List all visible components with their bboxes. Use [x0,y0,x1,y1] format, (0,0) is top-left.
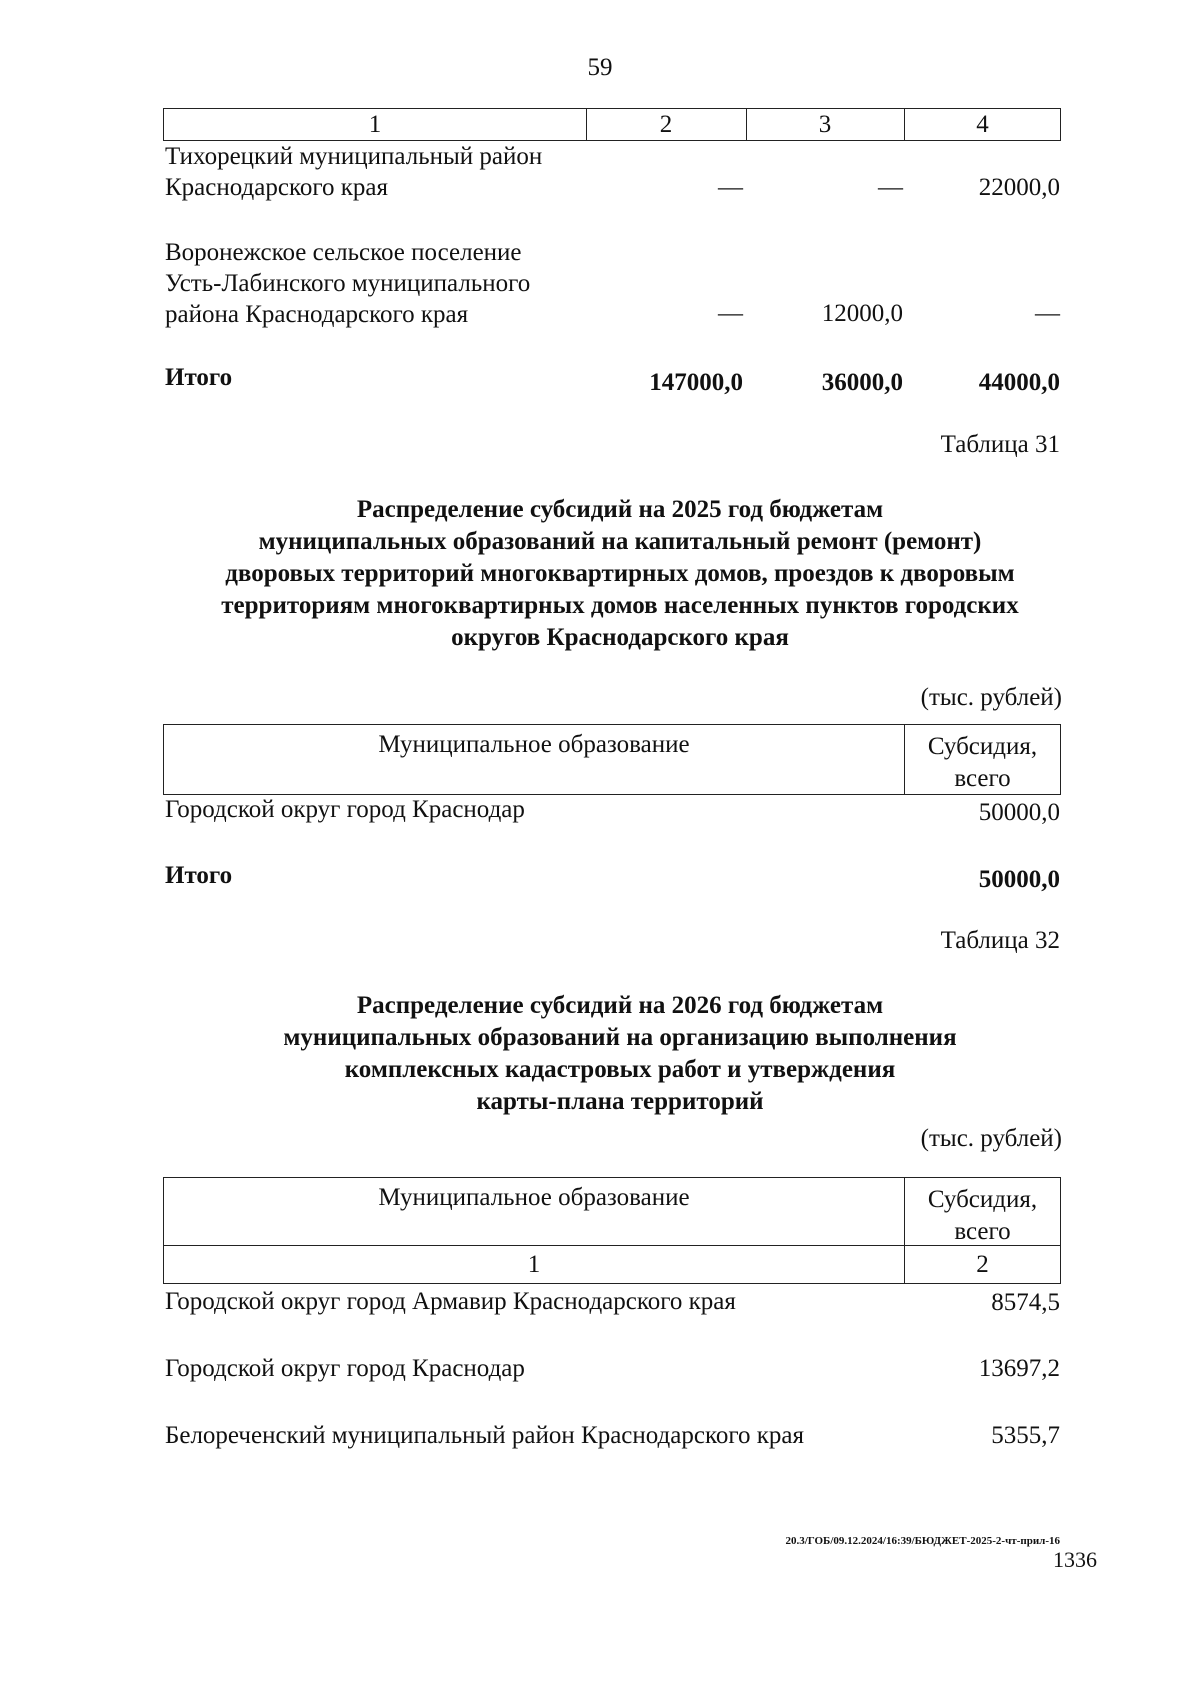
table-row-value: 50000,0 [978,799,1060,826]
row-name-line: Воронежское сельское поселение [165,239,522,266]
header-subsidy [904,1178,1061,1245]
header-num-1: 1 [527,1251,541,1278]
title-line: муниципальных образований на капитальный ремонт (ремонт) [258,528,982,555]
footer-sheet-number: 1336 [1053,1547,1097,1572]
row-name-line: района Краснодарского края [165,301,469,328]
table-row-name: Городской округ город Краснодар [165,796,525,823]
table-row [165,141,625,203]
table-row-name: Белореченский муниципальный район Краснодарского края [165,1422,804,1449]
table-32-title [160,990,1080,1118]
title-line: комплексных кадастровых работ и утверждения [344,1056,896,1083]
header-num-2: 2 [976,1251,989,1278]
table-32-label: Таблица 32 [940,927,1060,954]
page-number: 59 [587,54,613,81]
header-col-1: 1 [368,111,382,138]
header-subsidy-line: Субсидия, [927,1186,1038,1213]
title-line: территориям многоквартирных домов населенных пунктов городских [221,592,1019,619]
total-value: 50000,0 [978,866,1060,893]
title-line: Распределение субсидий на 2026 год бюджетам [356,992,884,1019]
table-row-name: Городской округ город Краснодар [165,1355,525,1382]
row-name-line: Усть-Лабинского муниципального [165,270,531,297]
table-row [165,237,625,330]
header-col-2: 2 [659,111,673,138]
table-row-name: Городской округ город Армавир Краснодарского края [165,1288,736,1315]
row-value: — [878,174,903,201]
total-label: Итого [165,364,233,391]
row-name-line: Краснодарского края [165,174,388,201]
header-col-4: 4 [976,111,989,138]
total-value: 44000,0 [978,369,1060,396]
header-municipality: Муниципальное образование [378,731,690,758]
total-value: 147000,0 [649,369,743,396]
header-municipality: Муниципальное образование [378,1184,690,1211]
table-31-title [160,494,1080,654]
title-line: Распределение субсидий на 2025 год бюджетам [356,496,884,523]
row-value: — [718,300,743,327]
header-col-3: 3 [818,111,832,138]
table-32-header [163,1177,1061,1284]
table-31-label: Таблица 31 [940,431,1060,458]
table-row-value: 13697,2 [978,1355,1060,1382]
title-line: округов Краснодарского края [451,624,789,651]
table-31-header [163,724,1061,795]
table-row-value: 5355,7 [991,1422,1060,1449]
row-value: 22000,0 [978,174,1060,201]
title-line: муниципальных образований на организацию выполнения [283,1024,957,1051]
table-32-unit: (тыс. рублей) [920,1125,1062,1152]
continued-table-header [163,108,1061,141]
total-label: Итого [165,862,233,889]
header-subsidy-line: всего [954,1218,1011,1245]
table-31-unit: (тыс. рублей) [920,684,1062,711]
row-value: 12000,0 [821,300,903,327]
row-value: — [1035,300,1060,327]
title-line: дворовых территорий многоквартирных домов, проездов к дворовым [225,560,1015,587]
header-subsidy-line: Субсидия, [927,733,1038,760]
footer-document-code: 20.3/ГОБ/09.12.2024/16:39/БЮДЖЕТ-2025-2-чт-прил-16 [785,1535,1060,1547]
header-subsidy-line: всего [954,765,1011,792]
row-value: — [718,174,743,201]
row-name-line: Тихорецкий муниципальный район [165,143,543,170]
table-row-value: 8574,5 [991,1289,1060,1316]
total-value: 36000,0 [821,369,903,396]
title-line: карты-плана территорий [476,1088,764,1115]
header-subsidy [904,725,1061,794]
